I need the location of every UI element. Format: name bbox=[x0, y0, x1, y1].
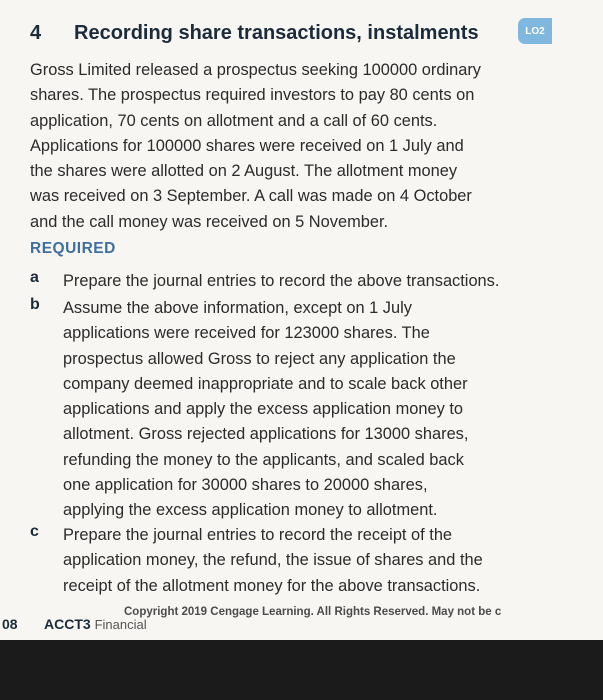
course-code bbox=[44, 616, 147, 632]
paragraph-line: Applications for 100000 shares were received on 1 July and bbox=[30, 136, 464, 155]
section-title: Recording share transactions, instalments bbox=[74, 22, 479, 44]
requirement-line: refunding the money to the applicants, and scaled back bbox=[63, 450, 464, 469]
requirement-line: application money, the refund, the issue of shares and the bbox=[63, 551, 483, 570]
requirement-line: applications and apply the excess application money to bbox=[63, 400, 464, 419]
paragraph-line: and the call money was received on 5 November. bbox=[30, 212, 389, 231]
section-number: 4 bbox=[30, 22, 42, 44]
requirement-letter: b bbox=[30, 296, 40, 313]
requirement-line: Prepare the journal entries to record the receipt of the bbox=[63, 526, 453, 544]
requirement-line: applying the excess application money to allotment. bbox=[63, 501, 438, 520]
problem-description bbox=[30, 58, 560, 235]
paragraph-line: the shares were allotted on 2 August. The allotment money bbox=[30, 162, 458, 181]
requirement-line: receipt of the allotment money for the above transactions. bbox=[63, 576, 481, 595]
requirement-line: company deemed inappropriate and to scale back other bbox=[63, 374, 468, 393]
course-subtitle: Financial bbox=[94, 617, 147, 632]
required-label: REQUIRED bbox=[30, 240, 116, 257]
paragraph-line: application, 70 cents on allotment and a call of 60 cents. bbox=[30, 111, 438, 130]
requirement-line: Prepare the journal entries to record the above transactions. bbox=[63, 272, 500, 290]
requirement-letter: c bbox=[30, 523, 39, 540]
page-footer bbox=[0, 604, 603, 640]
requirement-line: prospectus allowed Gross to reject any application the bbox=[63, 349, 456, 368]
requirement-line: allotment. Gross rejected applications for 13000 shares, bbox=[63, 425, 469, 444]
page-number: 08 bbox=[2, 616, 18, 632]
copyright-notice: Copyright 2019 Cengage Learning. All Rights Reserved. May not be c bbox=[124, 606, 502, 618]
paragraph-line: shares. The prospectus required investors to pay 80 cents on bbox=[30, 86, 475, 105]
course-name: ACCT3 bbox=[44, 616, 91, 632]
section-heading bbox=[30, 22, 479, 45]
requirement-letter: a bbox=[30, 269, 39, 286]
learning-objective-badge: LO2 bbox=[518, 18, 552, 44]
paragraph-line: Gross Limited released a prospectus seeking 100000 ordinary bbox=[30, 61, 481, 79]
requirement-line: Assume the above information, except on 1 July bbox=[63, 299, 412, 317]
requirement-line: applications were received for 123000 shares. The bbox=[63, 324, 430, 343]
paragraph-line: was received on 3 September. A call was made on 4 October bbox=[30, 187, 472, 206]
requirement-line: one application for 30000 shares to 20000 shares, bbox=[63, 476, 428, 495]
